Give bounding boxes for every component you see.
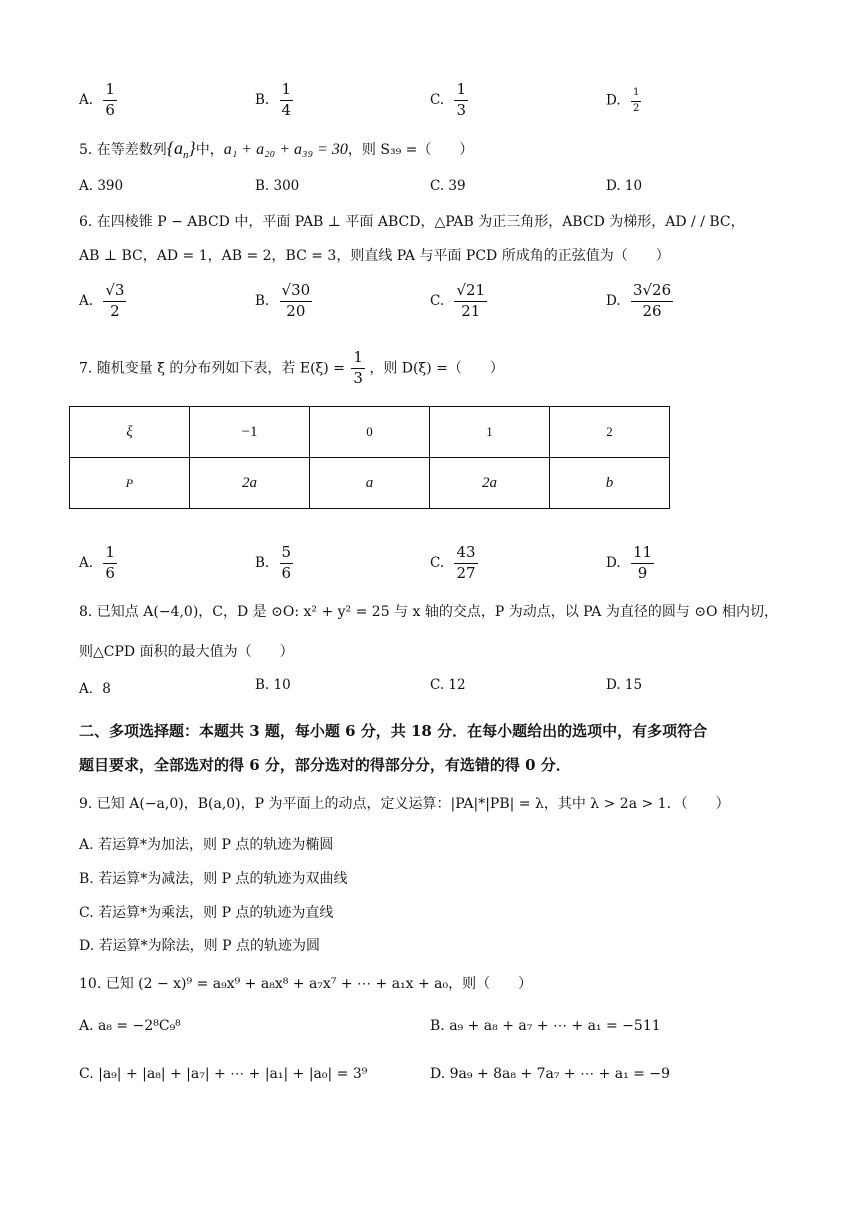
q4-option-a xyxy=(79,82,117,119)
fraction xyxy=(631,545,654,582)
option-label: A. xyxy=(79,554,94,571)
q7-option-b xyxy=(255,545,293,582)
numerator: 1 xyxy=(280,82,294,101)
q10-option-c: C. |a₉| + |a₈| + |a₇| + ⋯ + |a₁| + |a₀| = 3⁹ xyxy=(79,1066,368,1082)
table-cell: 1 xyxy=(429,407,549,458)
numerator: 43 xyxy=(454,545,477,564)
denominator: 3 xyxy=(353,368,363,387)
fraction xyxy=(454,545,477,582)
q8-option-c: C. 12 xyxy=(430,677,466,693)
q8-option-a: A．8 xyxy=(79,681,111,697)
denominator: 4 xyxy=(281,100,292,119)
fraction xyxy=(631,88,641,114)
q9-option-b: B. 若运算*为减法，则 P 点的轨迹为双曲线 xyxy=(79,871,348,887)
table-cell: a xyxy=(310,458,430,509)
table-cell: P xyxy=(70,458,190,509)
numerator: √3 xyxy=(103,283,126,302)
fraction xyxy=(351,350,365,387)
q6-stem-line2: AB ⊥ BC，AD = 1，AB = 2，BC = 3，则直线 PA 与平面 PCD 所成角的正弦值为（ ） xyxy=(79,248,670,264)
option-label: C. xyxy=(430,91,445,108)
section-heading-line2: 题目要求，全部选对的得 6 分，部分选对的得部分分，有选错的得 0 分． xyxy=(79,756,571,774)
table-cell: 0 xyxy=(310,407,430,458)
q4-option-c xyxy=(430,82,468,119)
q10-stem: 10. 已知 (2 − x)⁹ = a₉x⁹ + a₈x⁸ + a₇x⁷ + ⋯ + a₁x + a₀，则（ ） xyxy=(79,976,533,992)
q7-option-d xyxy=(606,545,654,582)
q8-stem-line2: 则△CPD 面积的最大值为（ ） xyxy=(79,644,294,660)
table-cell: −1 xyxy=(189,407,309,458)
fraction xyxy=(454,82,468,119)
denominator: 27 xyxy=(456,563,476,582)
q7-stem xyxy=(79,350,504,387)
numerator: 5 xyxy=(280,545,294,564)
denominator: 2 xyxy=(632,102,640,114)
numerator: 1 xyxy=(631,88,641,102)
fraction xyxy=(103,283,126,320)
q9-stem: 9. 已知 A(−a,0)，B(a,0)，P 为平面上的动点，定义运算：|PA|*|PB| = λ，其中 λ > 2a > 1．（ ） xyxy=(79,796,730,812)
denominator: 9 xyxy=(637,563,648,582)
denominator: 6 xyxy=(105,100,115,119)
table-cell: b xyxy=(550,458,670,509)
q9-option-d: D. 若运算*为除法，则 P 点的轨迹为圆 xyxy=(79,938,320,954)
q6-stem-line1: 6. 在四棱锥 P − ABCD 中，平面 PAB ⊥ 平面 ABCD，△PAB 为正三角形，ABCD 为梯形，AD / / BC， xyxy=(79,214,745,230)
fraction xyxy=(454,283,487,320)
option-label: D. xyxy=(606,292,621,309)
q4-option-b xyxy=(255,82,293,119)
q7-option-c xyxy=(430,545,478,582)
q10-option-d: D. 9a₉ + 8a₈ + 7a₇ + ⋯ + a₁ = −9 xyxy=(430,1066,670,1082)
fraction xyxy=(103,82,117,119)
q6-option-b xyxy=(255,283,312,320)
numerator: 1 xyxy=(103,82,117,101)
q4-option-d xyxy=(606,88,641,114)
q10-option-b: B. a₉ + a₈ + a₇ + ⋯ + a₁ = −511 xyxy=(430,1018,661,1034)
option-label: A. xyxy=(79,292,94,309)
q5-option-c: C. 39 xyxy=(430,178,466,194)
q8-stem-line1: 8. 已知点 A(−4,0)，C，D 是 ⊙O: x² + y² = 25 与 x 轴的交点，P 为动点，以 PA 为直径的圆与 ⊙O 相内切， xyxy=(79,604,778,620)
q5-suffix: ，则 S₃₉ =（ ） xyxy=(347,142,474,158)
q5-option-d: D. 10 xyxy=(606,178,643,194)
option-label: B. xyxy=(255,554,270,571)
q6-option-c xyxy=(430,283,487,320)
numerator: √21 xyxy=(454,283,487,302)
q8-option-d: D. 15 xyxy=(606,677,643,693)
denominator: 6 xyxy=(105,563,115,582)
q6-option-a xyxy=(79,283,126,320)
q9-option-a: A. 若运算*为加法，则 P 点的轨迹为椭圆 xyxy=(79,837,334,853)
numerator: √30 xyxy=(280,283,313,302)
q7-suffix: ，则 D(ξ) =（ ） xyxy=(369,360,504,377)
table-cell: ξ xyxy=(70,407,190,458)
q5-seq: {a xyxy=(166,138,184,158)
q9-option-c: C. 若运算*为乘法，则 P 点的轨迹为直线 xyxy=(79,905,334,921)
numerator: 11 xyxy=(631,545,654,564)
table-cell: 2a xyxy=(189,458,309,509)
table-row xyxy=(70,407,670,458)
table-row xyxy=(70,458,670,509)
q5-seq-close: } xyxy=(188,138,196,158)
table-cell: 2 xyxy=(550,407,670,458)
fraction xyxy=(280,82,294,119)
q5-mid: 中， xyxy=(195,142,224,158)
option-label: B. xyxy=(255,91,270,108)
q7-prefix: 7. 随机变量 ξ 的分布列如下表，若 E(ξ) = xyxy=(79,360,345,377)
option-label: D. xyxy=(606,92,621,109)
distribution-table xyxy=(69,406,670,509)
q5-prefix: 5. 在等差数列 xyxy=(79,142,167,158)
q6-option-d xyxy=(606,283,673,320)
option-label: D. xyxy=(606,554,621,571)
numerator: 3√26 xyxy=(631,283,673,302)
table-cell: 2a xyxy=(429,458,549,509)
denominator: 21 xyxy=(461,301,481,320)
denominator: 6 xyxy=(281,563,292,582)
option-label: A. xyxy=(79,91,94,108)
q5-stem xyxy=(79,138,473,161)
section-heading-line1: 二、多项选择题：本题共 3 题，每小题 6 分，共 18 分．在每小题给出的选项中，有多项符合 xyxy=(79,722,708,740)
q10-option-a: A. a₈ = −2⁸C₉⁸ xyxy=(79,1018,181,1034)
denominator: 3 xyxy=(456,100,466,119)
q5-seq-sub: n xyxy=(183,148,189,161)
numerator: 1 xyxy=(351,350,365,369)
numerator: 1 xyxy=(103,545,117,564)
fraction xyxy=(103,545,117,582)
denominator: 26 xyxy=(642,301,662,320)
q8-option-b: B. 10 xyxy=(255,677,291,693)
denominator: 2 xyxy=(110,301,120,320)
numerator: 1 xyxy=(454,82,468,101)
q5-condition: a₁ + a₂₀ + a₃₉ = 30 xyxy=(223,141,348,158)
denominator: 20 xyxy=(286,301,306,320)
q5-option-a: A. 390 xyxy=(79,178,124,194)
fraction xyxy=(631,283,673,320)
q7-option-a xyxy=(79,545,117,582)
fraction xyxy=(280,545,294,582)
q5-option-b: B. 300 xyxy=(255,178,300,194)
fraction xyxy=(280,283,313,320)
option-label: B. xyxy=(255,292,270,309)
option-label: C. xyxy=(430,554,445,571)
option-label: C. xyxy=(430,292,445,309)
